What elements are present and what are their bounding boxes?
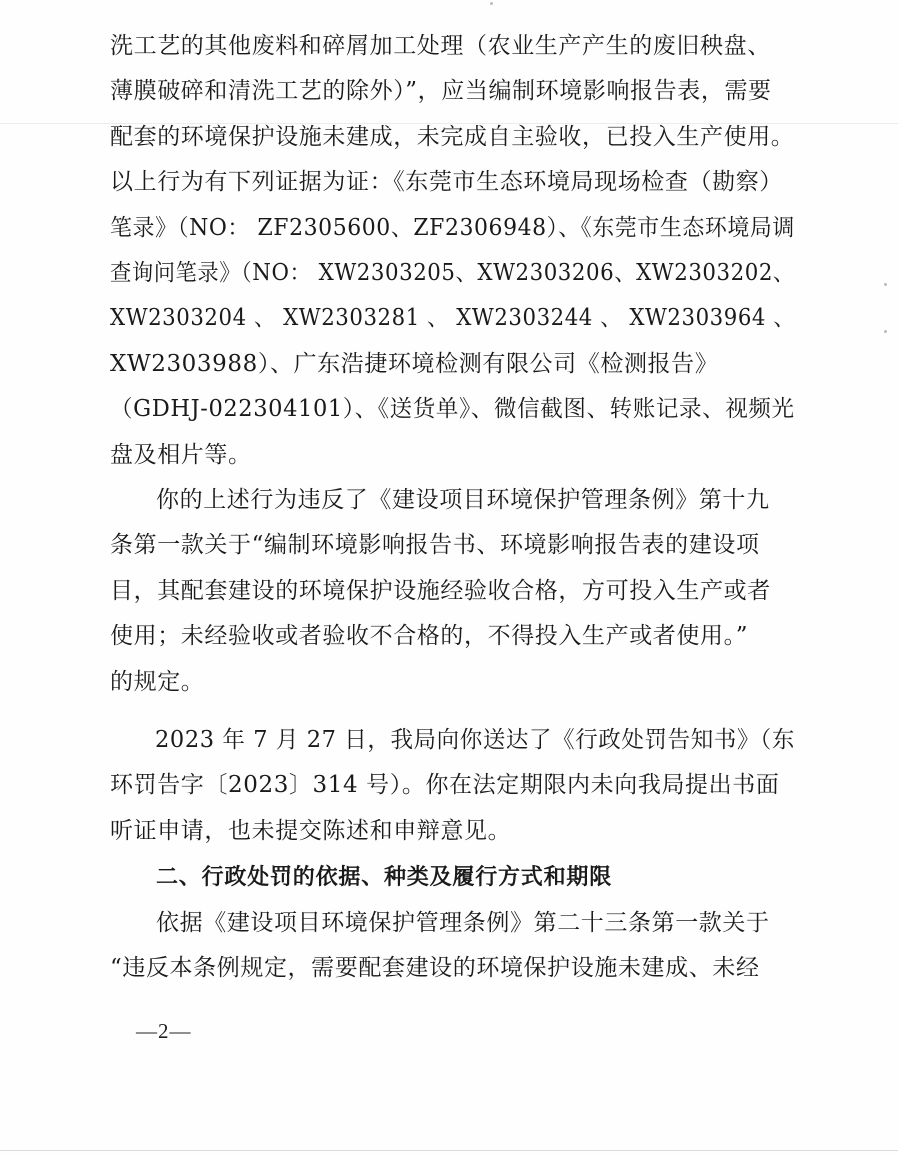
- text-line: 目，其配套建设的环境保护设施经验收合格，方可投入生产或者: [110, 577, 771, 604]
- text-line: 使用；未经验收或者验收不合格的，不得投入生产或者使用。”: [110, 623, 749, 650]
- text-line: 查询问笔录》（NO： XW2303205、XW2303206、XW2303202、: [110, 259, 795, 286]
- text-line: “违反本条例规定，需要配套建设的环境保护设施未建成、未经: [110, 955, 760, 982]
- text-line: 以上行为有下列证据为证：《东莞市生态环境局现场检查（勘察）: [110, 169, 783, 196]
- paragraph-notice: [110, 718, 795, 854]
- text-line: 洗工艺的其他废料和碎屑加工处理（农业生产产生的废旧秧盘、: [110, 33, 771, 59]
- text-line: XW2303204 、 XW2303281 、 XW2303244 、 XW2303964 、: [110, 305, 796, 332]
- text-line: 薄膜破碎和清洗工艺的除外）”，应当编制环境影响报告表，需要: [110, 78, 772, 105]
- text-line: 条第一款关于“编制环境影响报告书、环境影响报告表的建设项: [110, 532, 760, 559]
- scan-artifact-line-bottom: [0, 1150, 898, 1151]
- text-line: 2023 年 7 月 27 日，我局向你送达了《行政处罚告知书》（东: [155, 727, 795, 753]
- section-heading: [156, 855, 796, 900]
- scan-artifact-dot: [884, 283, 887, 286]
- page-number: —2—: [136, 1019, 192, 1043]
- scan-artifact-dot: [490, 2, 493, 5]
- paragraph-violation: [110, 478, 795, 705]
- text-line: 笔录》（NO： ZF2305600、ZF2306948）、《东莞市生态环境局调: [110, 214, 795, 241]
- scan-artifact-dot: [884, 330, 887, 333]
- text-line: 盘及相片等。: [110, 441, 252, 468]
- text-line: 你的上述行为违反了《建设项目环境保护管理条例》第十九: [156, 487, 770, 513]
- paragraph-evidence: [110, 24, 795, 478]
- text-line: 听证申请，也未提交陈述和申辩意见。: [110, 817, 512, 844]
- text-line: 依据《建设项目环境保护管理条例》第二十三条第一款关于: [156, 910, 770, 936]
- text-line: 的规定。: [110, 668, 205, 695]
- paragraph-basis: [110, 901, 795, 992]
- text-line: （GDHJ-022304101）、《送货单》、微信截图、转账记录、视频光: [110, 396, 795, 423]
- section-heading-text: 二、行政处罚的依据、种类及履行方式和期限: [156, 865, 613, 890]
- text-line: 配套的环境保护设施未建成，未完成自主验收，已投入生产使用。: [110, 123, 795, 150]
- text-line: 环罚告字〔2023〕314 号）。你在法定期限内未向我局提出书面: [110, 772, 780, 799]
- text-line: XW2303988）、广东浩捷环境检测有限公司《检测报告》: [110, 350, 719, 377]
